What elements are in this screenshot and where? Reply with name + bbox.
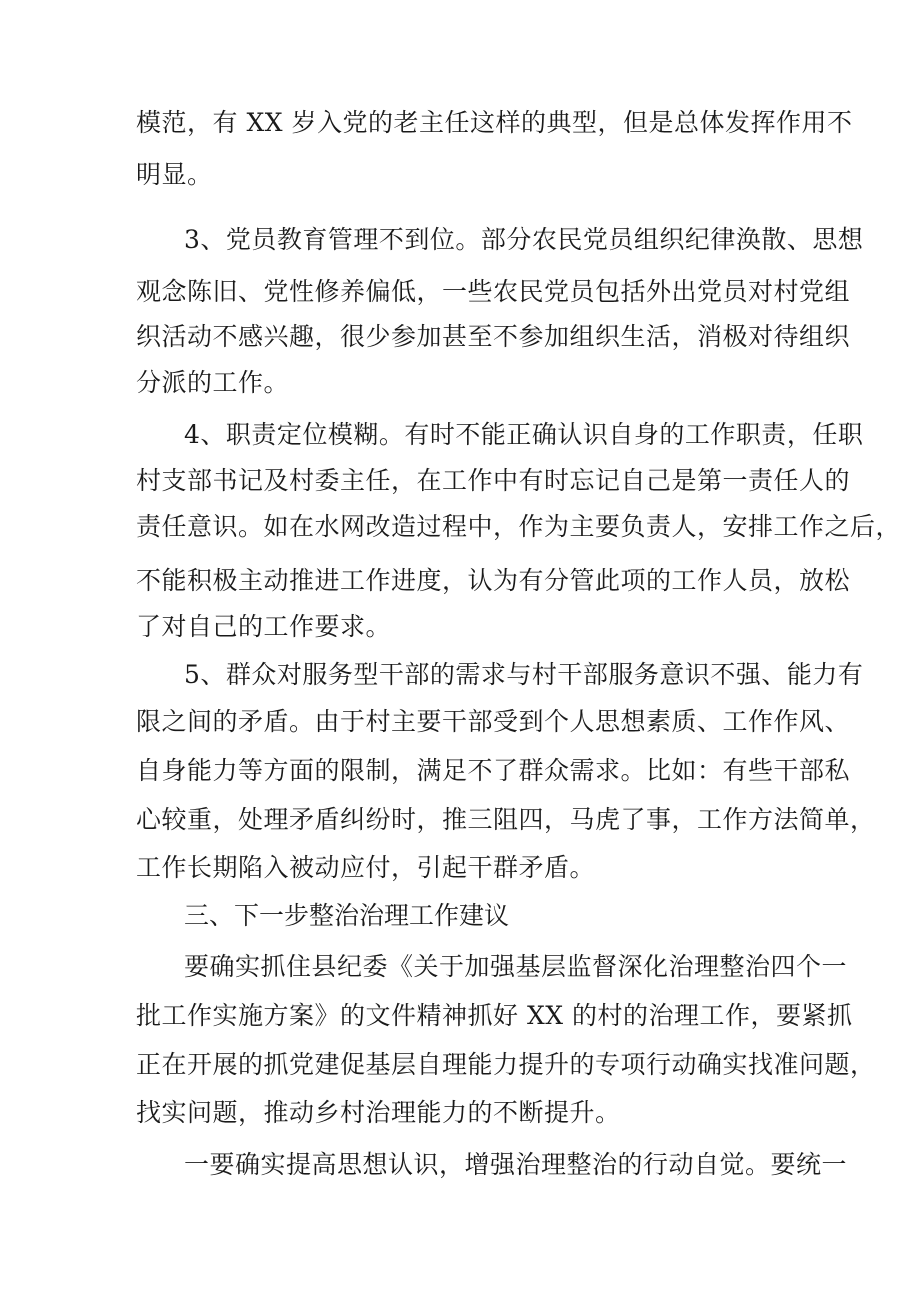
item-5-line: 工作长期陷入被动应付，引起干群矛盾。 bbox=[136, 853, 596, 882]
item-4-line: 了对自己的工作要求。 bbox=[136, 612, 392, 641]
item-5-line: 自身能力等方面的限制，满足不了群众需求。比如：有些干部私 bbox=[136, 756, 851, 785]
item-5-line: 心较重，处理矛盾纠纷时，推三阻四，马虎了事，工作方法简单， bbox=[136, 805, 876, 834]
item-3-line: 分派的工作。 bbox=[136, 368, 290, 397]
paragraph-line: 明显。 bbox=[136, 160, 213, 189]
item-3-line: 3、党员教育管理不到位。部分农民党员组织纪律涣散、思想 bbox=[184, 225, 864, 254]
section-heading: 三、下一步整治治理工作建议 bbox=[184, 901, 510, 930]
section-intro-line: 要确实抓住县纪委《关于加强基层监督深化治理整治四个一 bbox=[184, 952, 848, 981]
section-intro-line: 正在开展的抓党建促基层自理能力提升的专项行动确实找准问题， bbox=[136, 1050, 876, 1079]
item-3-line: 织活动不感兴趣，很少参加甚至不参加组织生活，消极对待组织 bbox=[136, 322, 851, 351]
item-5-line: 5、群众对服务型干部的需求与村干部服务意识不强、能力有 bbox=[184, 660, 864, 689]
section-intro-line: 找实问题，推动乡村治理能力的不断提升。 bbox=[136, 1098, 621, 1127]
item-4-line: 不能积极主动推进工作进度，认为有分管此项的工作人员，放松 bbox=[136, 566, 851, 595]
item-4-line: 村支部书记及村委主任，在工作中有时忘记自己是第一责任人的 bbox=[136, 466, 851, 495]
section-intro-line: 批工作实施方案》的文件精神抓好 XX 的村的治理工作，要紧抓 bbox=[136, 1001, 853, 1030]
item-5-line: 限之间的矛盾。由于村主要干部受到个人思想素质、工作作风、 bbox=[136, 707, 851, 736]
paragraph-line: 模范，有 XX 岁入党的老主任这样的典型，但是总体发挥作用不 bbox=[136, 108, 853, 137]
item-4-line: 责任意识。如在水网改造过程中，作为主要负责人，安排工作之后， bbox=[136, 512, 902, 541]
item-4-line: 4、职责定位模糊。有时不能正确认识自身的工作职责，任职 bbox=[184, 420, 864, 449]
item-3-line: 观念陈旧、党性修养偏低，一些农民党员包括外出党员对村党组 bbox=[136, 277, 851, 306]
point-1-line: 一要确实提高思想认识，增强治理整治的行动自觉。要统一 bbox=[184, 1150, 848, 1179]
